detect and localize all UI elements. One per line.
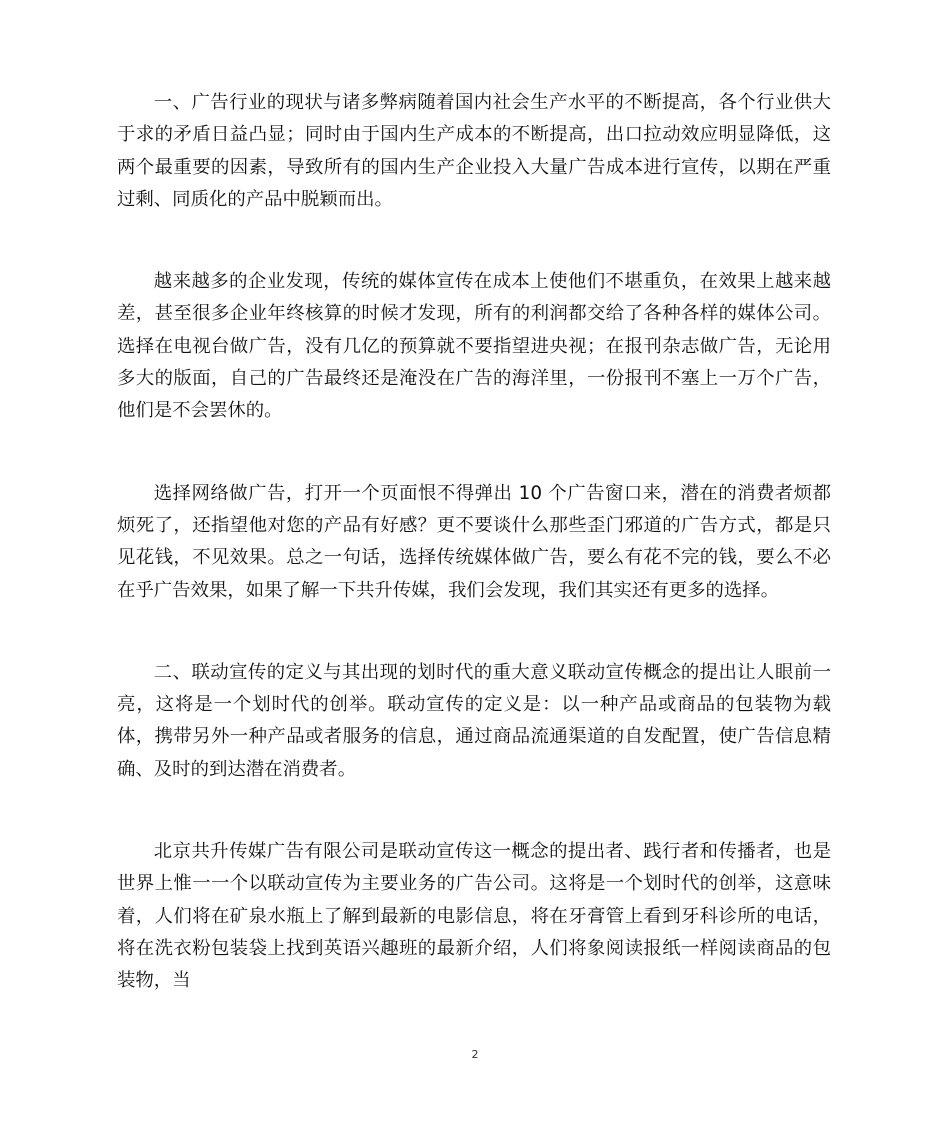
page-number: 2 <box>471 1048 479 1061</box>
paragraph-5: 北京共升传媒广告有限公司是联动宣传这一概念的提出者、践行者和传播者，也是世界上惟一一个以联动宣传为主要业务的广告公司。这将是一个划时代的创举，这意味着，人们将在矿泉水瓶上了解到最新的电影信息，将在牙膏管上看到牙科诊所的电话，将在洗衣粉包装袋上找到英语兴趣班的最新介绍，人们将象阅读报纸一样阅读商品的包装物，当 <box>117 841 831 992</box>
document-body <box>117 87 831 1048</box>
paragraph-1: 一、广告行业的现状与诸多弊病随着国内社会生产水平的不断提高，各个行业供大于求的矛盾日益凸显；同时由于国内生产成本的不断提高，出口拉动效应明显降低，这两个最重要的因素，导致所有的国内生产企业投入大量广告成本进行宣传，以期在严重过剩、同质化的产品中脱颖而出。 <box>117 92 831 210</box>
paragraph-2: 越来越多的企业发现，传统的媒体宣传在成本上使他们不堪重负，在效果上越来越差，甚至很多企业年终核算的时候才发现，所有的利润都交给了各种各样的媒体公司。选择在电视台做广告，没有几亿的预算就不要指望进央视；在报刊杂志做广告，无论用多大的版面，自己的广告最终还是淹没在广告的海洋里，一份报刊不塞上一万个广告，他们是不会罢休的。 <box>117 271 831 422</box>
paragraph-3: 选择网络做广告，打开一个页面恨不得弹出 10 个广告窗口来，潜在的消费者烦都烦死了，还指望他对您的产品有好感？更不要谈什么那些歪门邪道的广告方式，都是只见花钱，不见效果。总之一句话，选择传统媒体做广告，要么有花不完的钱，要么不必在乎广告效果，如果了解一下共升传媒，我们会发现，我们其实还有更多的选择。 <box>117 482 831 601</box>
paragraph-4: 二、联动宣传的定义与其出现的划时代的重大意义联动宣传概念的提出让人眼前一亮，这将是一个划时代的创举。联动宣传的定义是：以一种产品或商品的包装物为载体，携带另外一种产品或者服务的信息，通过商品流通渠道的自发配置，使广告信息精确、及时的到达潜在消费者。 <box>117 661 831 780</box>
